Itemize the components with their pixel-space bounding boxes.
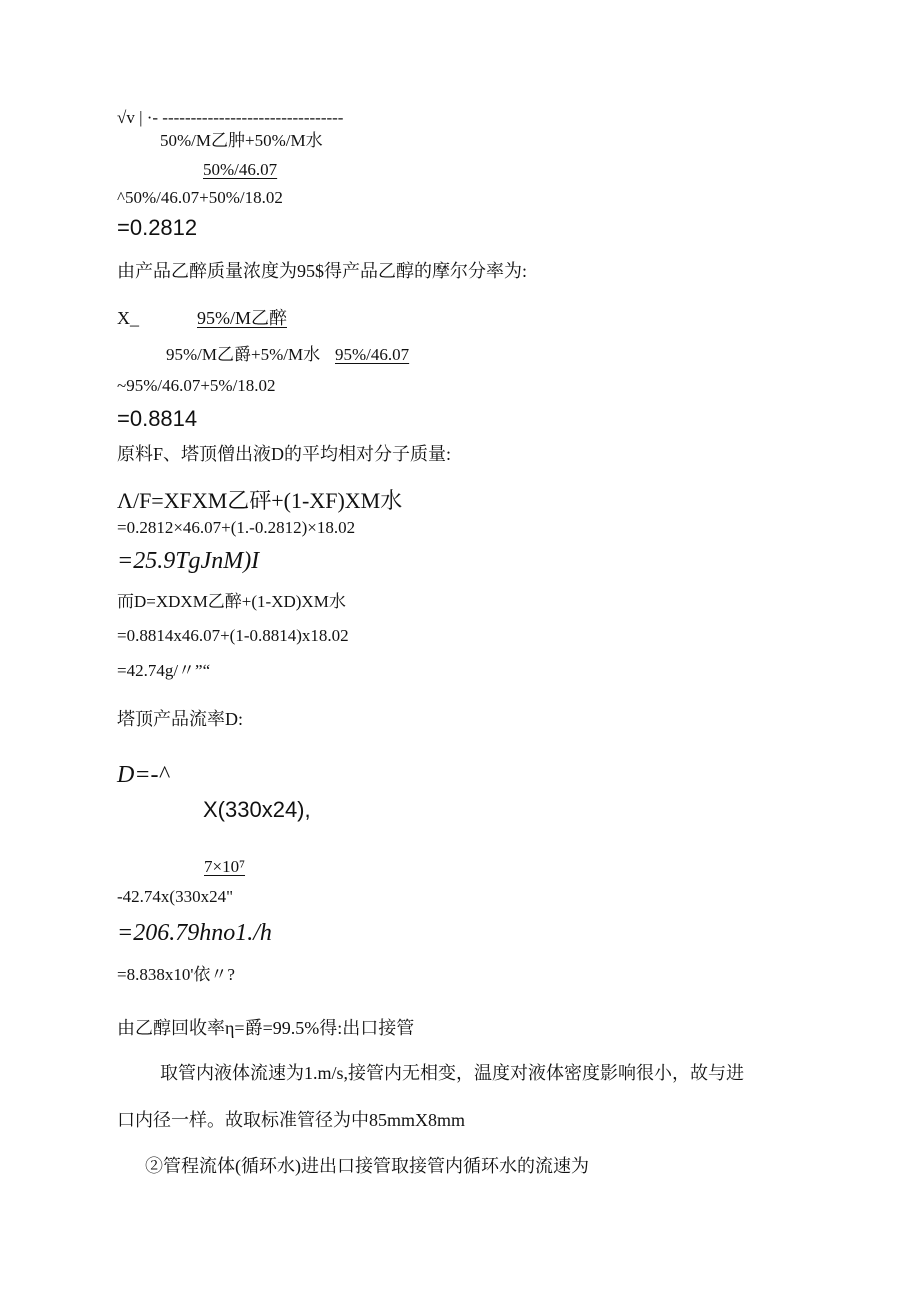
- text-line: 由产品乙醉质量浓度为95$得产品乙醇的摩尔分率为:: [117, 261, 527, 281]
- formula-line: X(330x24),: [203, 797, 311, 822]
- formula-numerator: 95%/M乙醉: [197, 308, 287, 328]
- formula-denominator: 50%/M乙肿+50%/M水: [160, 131, 323, 150]
- formula-variable: X_: [117, 308, 139, 328]
- paragraph-line: ②管程流体(循环水)进出口接管取接管内循环水的流速为: [145, 1156, 589, 1176]
- formula-line: D=-^: [117, 762, 169, 788]
- text-line: 塔顶产品流率D:: [117, 709, 243, 729]
- formula-line: Λ/F=XFXM乙砰+(1-XF)XM水: [117, 488, 403, 513]
- formula-line: -42.74x(330x24": [117, 887, 234, 906]
- formula-line: ^50%/46.07+50%/18.02: [117, 188, 283, 207]
- formula-numerator: 7×10⁷: [204, 857, 246, 876]
- result-line: =8.838x10'依〃?: [117, 965, 235, 984]
- text-line: 由乙醇回收率η=爵=99.5%得:出口接管: [117, 1018, 415, 1038]
- formula-header-line: √v | ·- --------------------------------: [117, 108, 344, 127]
- result-line: =25.9TgJnM)I: [117, 548, 260, 574]
- formula-numerator: 50%/46.07: [203, 160, 278, 179]
- result-line: =0.8814: [117, 406, 198, 431]
- formula-fraction: 95%/46.07: [335, 345, 410, 364]
- text-line: 原料F、塔顶僧出液D的平均相对分子质量:: [117, 444, 452, 464]
- paragraph-line: 口内径一样。故取标准管径为中85mmX8mm: [117, 1110, 466, 1130]
- formula-line: =0.2812×46.07+(1.-0.2812)×18.02: [117, 518, 356, 537]
- result-line: =0.2812: [117, 215, 198, 240]
- formula-line: ~95%/46.07+5%/18.02: [117, 376, 276, 395]
- formula-denominator: 95%/M乙爵+5%/M水: [166, 345, 321, 364]
- formula-line: 而D=XDXM乙醉+(1-XD)XM水: [117, 592, 346, 611]
- formula-line: =0.8814x46.07+(1-0.8814)x18.02: [117, 626, 349, 645]
- result-line: =42.74g/〃”“: [117, 661, 211, 680]
- paragraph-line: 取管内液体流速为1.m/s,接管内无相变，温度对液体密度影响很小，故与进: [160, 1063, 745, 1083]
- result-line: =206.79hno1./h: [117, 920, 272, 946]
